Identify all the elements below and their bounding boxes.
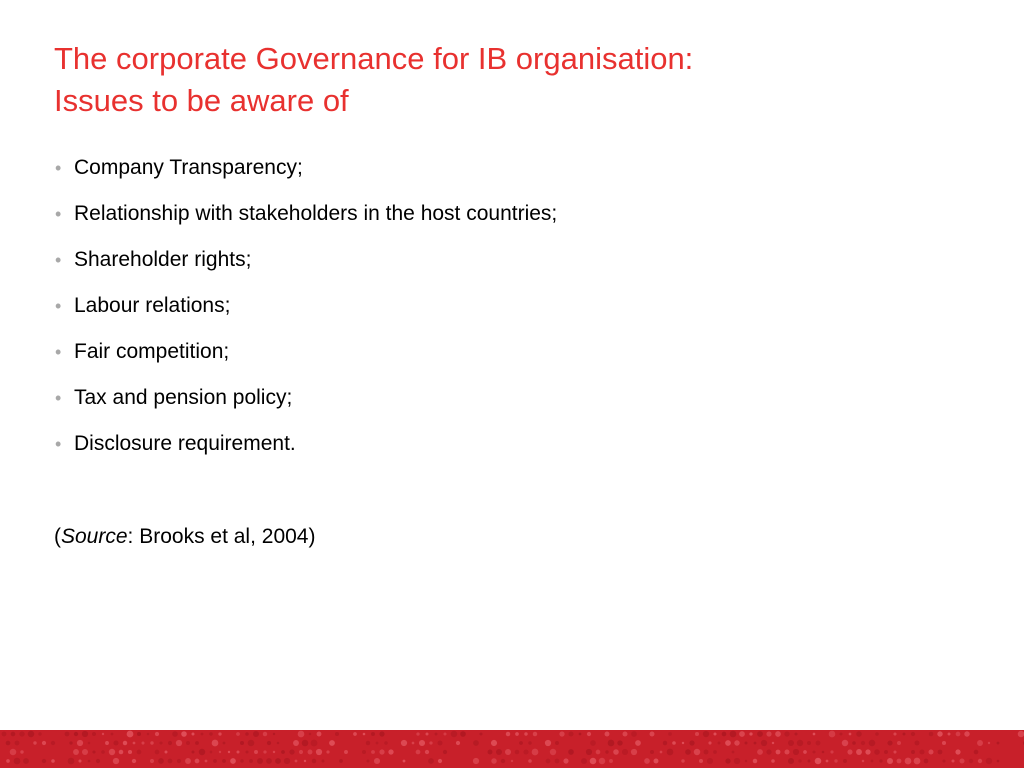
title-line-1: The corporate Governance for IB organisation: — [54, 41, 694, 76]
bullet-text: Relationship with stakeholders in the host countries; — [74, 202, 558, 225]
slide-title — [54, 38, 954, 122]
title-line-2: Issues to be aware of — [54, 83, 349, 118]
bullet-item — [55, 244, 557, 290]
bullet-dot-icon: • — [55, 204, 62, 224]
bullet-item — [55, 290, 557, 336]
bullet-dot-icon: • — [55, 296, 62, 316]
bullet-dot-icon: • — [55, 388, 62, 408]
footer-dot-pattern — [0, 730, 1024, 768]
bullet-text: Shareholder rights; — [74, 248, 252, 271]
bullet-item — [55, 382, 557, 428]
bullet-dot-icon: • — [55, 158, 62, 178]
bullet-text: Fair competition; — [74, 340, 230, 363]
bullet-text: Labour relations; — [74, 294, 231, 317]
bullet-text: Company Transparency; — [74, 156, 303, 179]
bullet-item — [55, 428, 557, 474]
bullet-dot-icon: • — [55, 250, 62, 270]
bullet-list — [55, 152, 557, 474]
source-label: Source — [61, 525, 128, 548]
bullet-dot-icon: • — [55, 342, 62, 362]
bullet-item — [55, 198, 557, 244]
bullet-dot-icon: • — [55, 434, 62, 454]
bullet-item — [55, 336, 557, 382]
footer-decorative-band — [0, 730, 1024, 768]
source-text: : Brooks et al, 2004) — [127, 525, 316, 548]
source-open-paren: ( — [54, 525, 61, 548]
bullet-item — [55, 152, 557, 198]
bullet-text: Tax and pension policy; — [74, 386, 293, 409]
bullet-text: Disclosure requirement. — [74, 432, 296, 455]
source-citation — [54, 521, 315, 553]
